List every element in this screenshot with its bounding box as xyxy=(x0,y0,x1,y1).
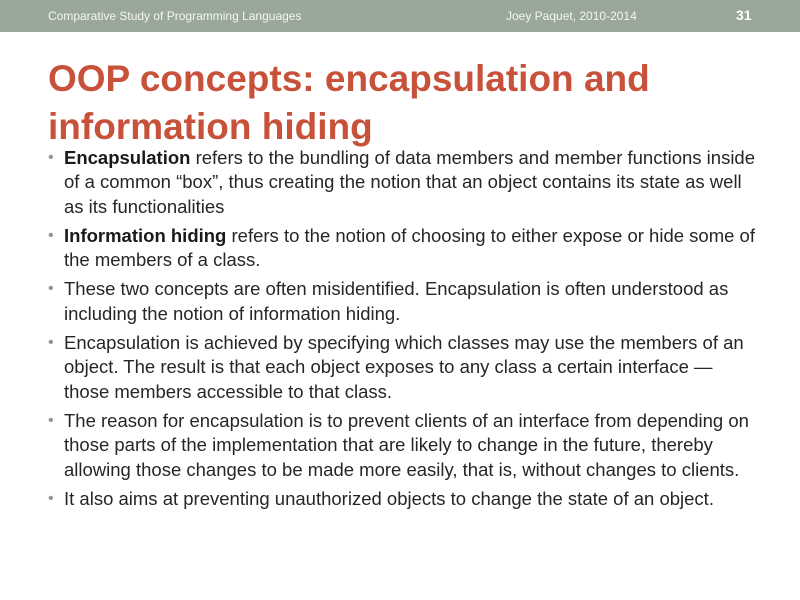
bullet-dot-icon: • xyxy=(48,280,54,298)
bullet-item xyxy=(48,331,758,404)
bullet-item xyxy=(48,277,758,326)
bullet-dot-icon: • xyxy=(48,334,54,352)
bullet-item xyxy=(48,409,758,482)
bullet-dot-icon: • xyxy=(48,226,54,244)
slide-header-bar xyxy=(0,0,800,32)
slide-number: 31 xyxy=(736,7,752,23)
bullet-item xyxy=(48,224,758,273)
bullet-list xyxy=(48,146,758,516)
bullet-text: These two concepts are often misidentified. Encapsulation is often understood as including the notion of information hiding. xyxy=(64,278,729,324)
bullet-text: It also aims at preventing unauthorized objects to change the state of an object. xyxy=(64,487,714,509)
course-name: Comparative Study of Programming Languages xyxy=(48,9,302,23)
bullet-text: Encapsulation is achieved by specifying which classes may use the members of an object. The result is that each object exposes to any class a certain interface — those members accessible to that class. xyxy=(64,332,744,402)
author-credit: Joey Paquet, 2010-2014 xyxy=(506,9,637,23)
bullet-dot-icon: • xyxy=(48,489,54,507)
bullet-text: refers to the bundling of data members and member functions inside of a common “box”, thus creating the notion that an object contains its state as well as its functionalities xyxy=(64,147,756,217)
bullet-term: Encapsulation xyxy=(64,147,191,168)
bullet-term: Information hiding xyxy=(64,224,227,246)
slide-title: OOP concepts: encapsulation and information hiding xyxy=(48,58,650,147)
bullet-item xyxy=(48,146,758,219)
bullet-text: refers to the notion of choosing to either expose or hide some of the members of a class. xyxy=(64,224,755,271)
bullet-item xyxy=(48,487,758,511)
bullet-text: The reason for encapsulation is to prevent clients of an interface from depending on those parts of the implementation that are likely to change in the future, thereby allowing those changes to be made more easily, that is, without changes to clients. xyxy=(64,409,749,480)
bullet-dot-icon: • xyxy=(48,411,54,429)
bullet-dot-icon: • xyxy=(48,149,54,166)
